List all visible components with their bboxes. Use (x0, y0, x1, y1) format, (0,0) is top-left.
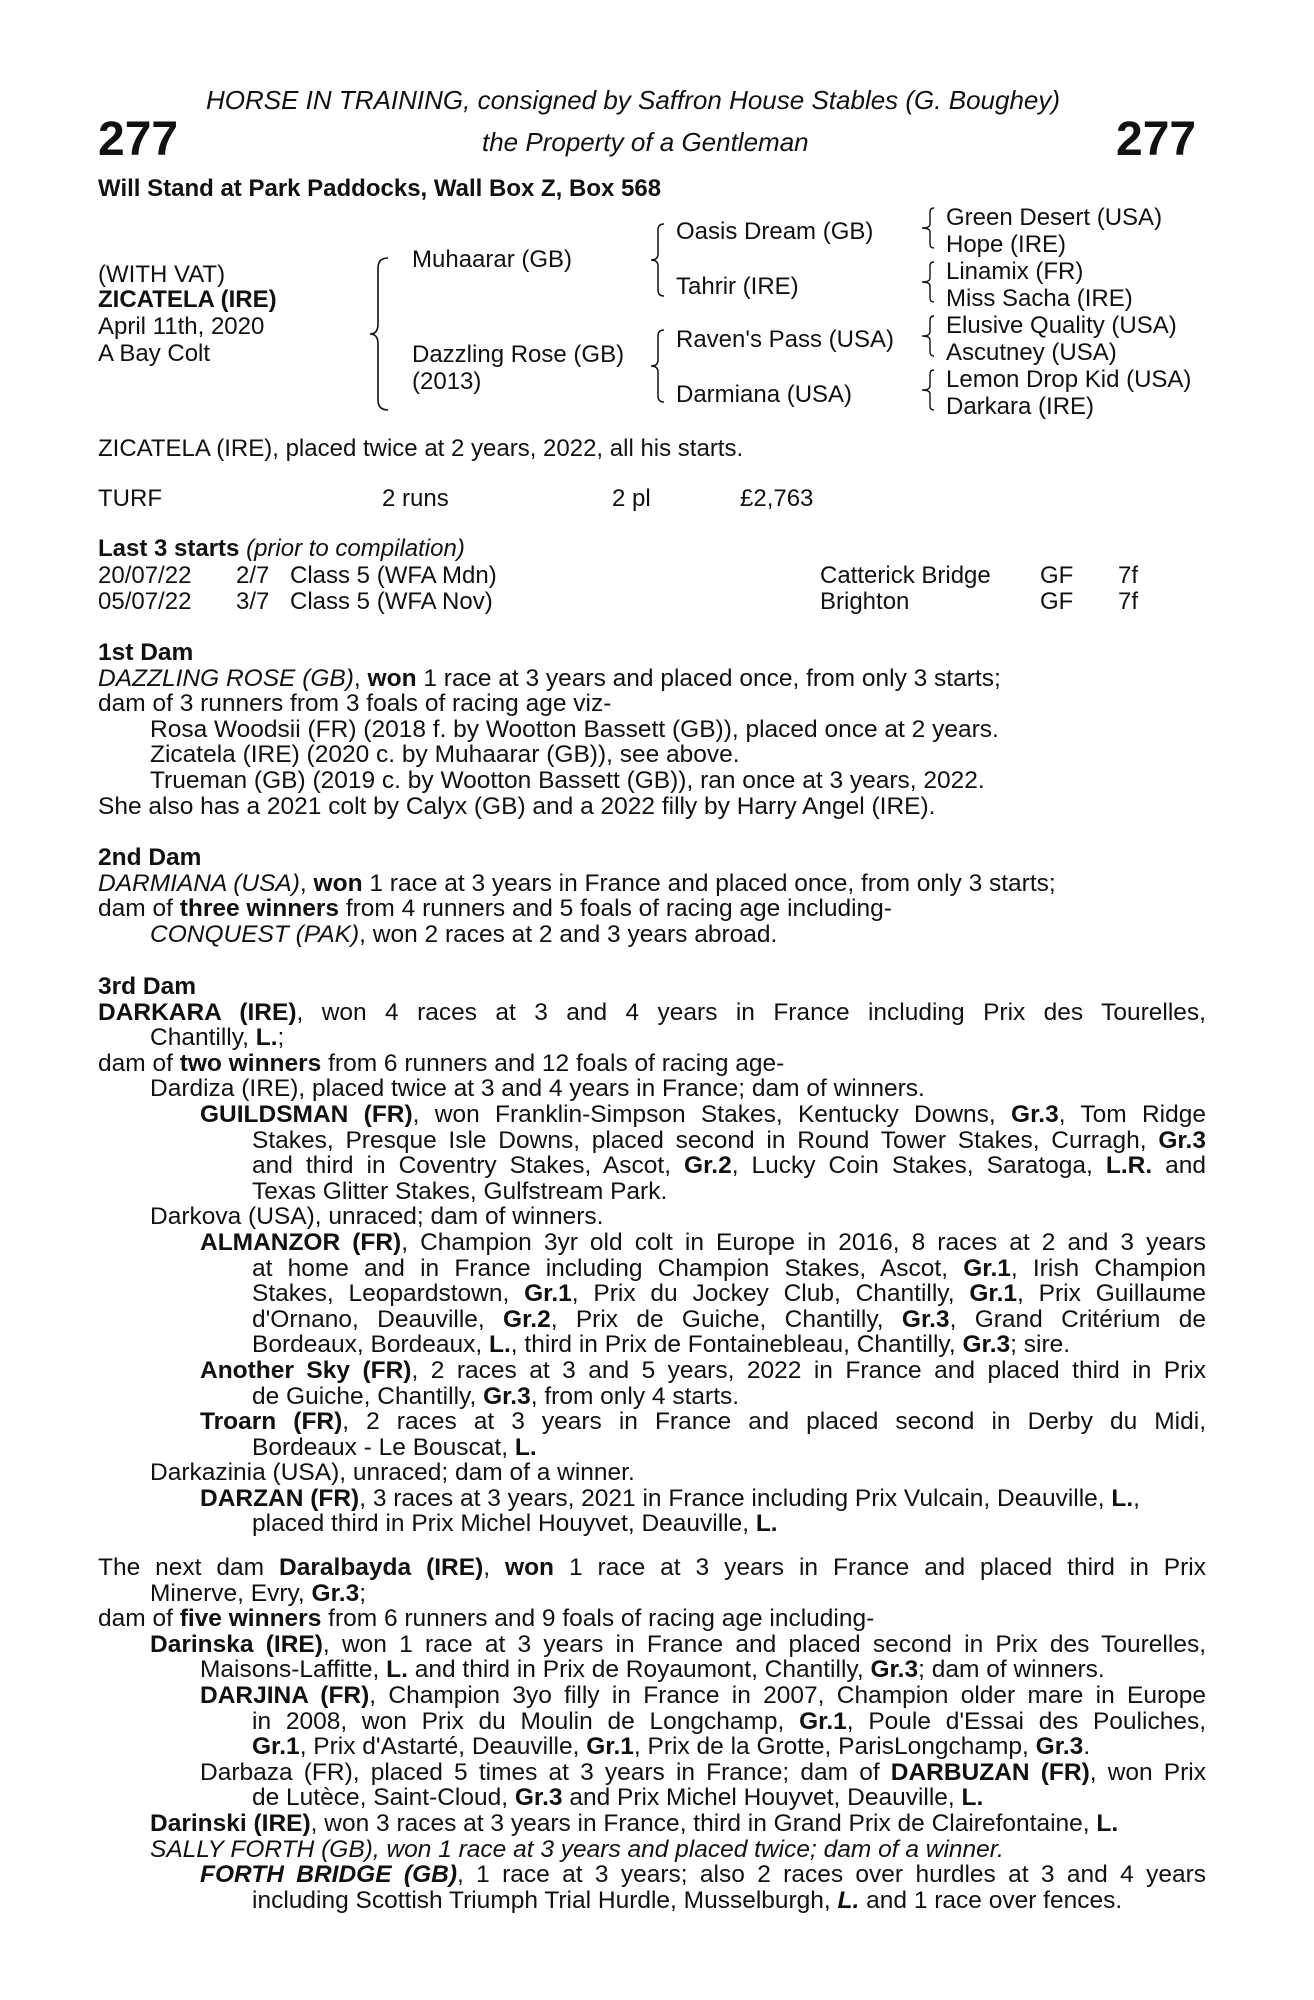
record-placed: 2 pl (612, 485, 651, 512)
start-row-course: Brighton (820, 588, 910, 615)
pedigree-g3-6: Ascutney (USA) (946, 339, 1117, 366)
pedigree-g3-4: Miss Sacha (IRE) (946, 285, 1133, 312)
third-dam-heading: 3rd Dam (98, 973, 197, 1000)
pedigree-g3-1: Green Desert (USA) (946, 204, 1163, 231)
summary-line: ZICATELA (IRE), placed twice at 2 years, 2022, all his starts. (98, 435, 744, 462)
horse-name: ZICATELA (IRE) (98, 286, 277, 313)
winner-guildsman-cont: and third in Coventry Stakes, Ascot, Gr.2, Lucky Coin Stakes, Saratoga, L.R. and (252, 1152, 1207, 1180)
daughter-darbaza: Darbaza (FR), placed 5 times at 3 years in France; dam of DARBUZAN (FR), won Prix (200, 1758, 1206, 1786)
pedigree-g3-5: Elusive Quality (USA) (946, 312, 1177, 339)
pedigree-sire-dam: Tahrir (IRE) (676, 273, 799, 300)
winner-forth-bridge-cont: including Scottish Triumph Trial Hurdle, Musselburgh, L. and 1 race over fences. (252, 1886, 1123, 1914)
pedigree-brace-main (368, 254, 398, 414)
third-dam-daughter: Dardiza (IRE), placed twice at 3 and 4 years in France; dam of winners. (150, 1075, 925, 1103)
winner-almanzor-cont: Bordeaux, Bordeaux, L., third in Prix de Fontainebleau, Chantilly, Gr.3; sire. (252, 1331, 1071, 1359)
start-row-going: GF (1040, 562, 1074, 589)
record-runs: 2 runs (382, 485, 449, 512)
winner-troarn: Troarn (FR), 2 races at 3 years in France and placed second in Derby du Midi, (200, 1408, 1206, 1436)
pedigree-g3-2: Hope (IRE) (946, 231, 1067, 258)
second-dam-offspring: CONQUEST (PAK), won 2 races at 2 and 3 years abroad. (150, 920, 778, 948)
first-dam-also: She also has a 2021 colt by Calyx (GB) and a 2022 filly by Harry Angel (IRE). (98, 792, 936, 820)
first-dam-section (98, 640, 1206, 819)
third-dam-production: dam of two winners from 6 runners and 12 foals of racing age- (98, 1049, 785, 1077)
record-surface: TURF (98, 485, 162, 512)
winner-troarn-cont: Bordeaux - Le Bouscat, L. (252, 1433, 537, 1461)
third-dam-daughter: Darkova (USA), unraced; dam of winners. (150, 1203, 604, 1231)
winner-darzan: DARZAN (FR), 3 races at 3 years, 2021 in France including Prix Vulcain, Deauville, L., (200, 1484, 1140, 1512)
pedigree-sire-sire: Oasis Dream (GB) (676, 218, 874, 245)
vat-label: (WITH VAT) (98, 261, 226, 288)
winner-almanzor-cont: at home and in France including Champion Stakes, Ascot, Gr.1, Irish Champion (252, 1254, 1206, 1282)
third-dam-record: DARKARA (IRE), won 4 races at 3 and 4 years in France including Prix des Tourelles, (98, 998, 1206, 1026)
pedigree-dam-dam: Darmiana (USA) (676, 381, 853, 408)
start-row-course: Catterick Bridge (820, 562, 991, 589)
pedigree-g3-3: Linamix (FR) (946, 258, 1084, 285)
daughter-darbaza-cont: de Lutèce, Saint-Cloud, Gr.3 and Prix Michel Houyvet, Deauville, L. (252, 1784, 984, 1812)
winner-another-sky: Another Sky (FR), 2 races at 3 and 5 years, 2022 in France and placed third in Prix (200, 1356, 1207, 1384)
second-dam-production: dam of three winners from 4 runners and 5 foals of racing age including- (98, 895, 892, 923)
property-line: the Property of a Gentleman (482, 127, 809, 157)
start-row-dist: 7f (1118, 588, 1139, 615)
winner-almanzor: ALMANZOR (FR), Champion 3yr old colt in Europe in 2016, 8 races at 2 and 3 years (200, 1228, 1206, 1256)
start-row-pos: 2/7 (236, 562, 270, 589)
winner-another-sky-cont: de Guiche, Chantilly, Gr.3, from only 4 starts. (252, 1382, 740, 1410)
winner-darinska: Darinska (IRE), won 1 race at 3 years in France and placed second in Prix des Tourelles, (150, 1630, 1207, 1658)
pedigree-brace-dam (648, 326, 670, 406)
start-row-going: GF (1040, 588, 1074, 615)
winner-darjina: DARJINA (FR), Champion 3yo filly in France in 2007, Champion older mare in Europe (200, 1681, 1207, 1709)
winner-guildsman-cont: Texas Glitter Stakes, Gulfstream Park. (252, 1177, 668, 1205)
pedigree-braces-g3 (918, 204, 938, 424)
next-dam-section (98, 1555, 1206, 1913)
winner-guildsman: GUILDSMAN (FR), won Franklin-Simpson Stakes, Kentucky Downs, Gr.3, Tom Ridge (200, 1100, 1206, 1128)
pedigree-brace-sire (648, 220, 670, 300)
start-row-dist: 7f (1118, 562, 1139, 589)
third-dam-section (98, 974, 1206, 1537)
stand-line: Will Stand at Park Paddocks, Wall Box Z, Box 568 (98, 175, 662, 202)
next-dam-record-cont: Minerve, Evry, Gr.3; (150, 1579, 367, 1607)
pedigree-g3-7: Lemon Drop Kid (USA) (946, 366, 1192, 393)
start-row-race: Class 5 (WFA Nov) (290, 588, 493, 615)
consignor-line: HORSE IN TRAINING, consigned by Saffron House Stables (G. Boughey) (206, 85, 1061, 115)
pedigree-dam-sire: Raven's Pass (USA) (676, 326, 894, 353)
record-earnings: £2,763 (740, 485, 814, 512)
start-row-date: 20/07/22 (98, 562, 192, 589)
pedigree-dam: Dazzling Rose (GB) (412, 341, 625, 368)
first-dam-offspring: Trueman (GB) (2019 c. by Wootton Bassett (GB)), ran once at 3 years, 2022. (150, 766, 985, 794)
second-dam-heading: 2nd Dam (98, 844, 202, 871)
first-dam-record: DAZZLING ROSE (GB), won 1 race at 3 years and placed once, from only 3 starts; (98, 664, 1001, 692)
horse-description: A Bay Colt (98, 340, 211, 367)
second-dam-record: DARMIANA (USA), won 1 race at 3 years in France and placed once, from only 3 starts; (98, 869, 1056, 897)
winner-forth-bridge: FORTH BRIDGE (GB), 1 race at 3 years; also 2 races over hurdles at 3 and 4 years (200, 1861, 1206, 1889)
next-dam-production: dam of five winners from 6 runners and 9 foals of racing age including- (98, 1605, 875, 1633)
lot-number-right: 277 (1116, 113, 1197, 166)
winner-almanzor-cont: Stakes, Leopardstown, Gr.1, Prix du Jockey Club, Chantilly, Gr.1, Prix Guillaume (252, 1280, 1206, 1308)
winner-almanzor-cont: d'Ornano, Deauville, Gr.2, Prix de Guiche, Chantilly, Gr.3, Grand Critérium de (252, 1305, 1207, 1333)
second-dam-section (98, 845, 1206, 947)
pedigree-g3-8: Darkara (IRE) (946, 393, 1095, 420)
first-dam-production: dam of 3 runners from 3 foals of racing age viz- (98, 690, 612, 718)
winner-darinska-cont: Maisons-Laffitte, L. and third in Prix de Royaumont, Chantilly, Gr.3; dam of winners. (200, 1656, 1105, 1684)
first-dam-heading: 1st Dam (98, 639, 194, 666)
last-starts-heading: Last 3 starts (prior to compilation) (98, 535, 465, 562)
winner-darjina-cont: Gr.1, Prix d'Astarté, Deauville, Gr.1, Prix de la Grotte, ParisLongchamp, Gr.3. (252, 1733, 1091, 1761)
start-row-race: Class 5 (WFA Mdn) (290, 562, 497, 589)
pedigree-sire: Muhaarar (GB) (412, 246, 573, 273)
third-dam-daughter: Darkazinia (USA), unraced; dam of a winner. (150, 1459, 635, 1487)
pedigree-dam-year: (2013) (412, 368, 482, 395)
lot-number-left: 277 (98, 113, 179, 166)
first-dam-offspring: Zicatela (IRE) (2020 c. by Muhaarar (GB)), see above. (150, 741, 740, 769)
third-dam-record-cont: Chantilly, L.; (150, 1024, 285, 1052)
start-row-date: 05/07/22 (98, 588, 192, 615)
winner-darjina-cont: in 2008, won Prix du Moulin de Longchamp, Gr.1, Poule d'Essai des Pouliches, (252, 1707, 1207, 1735)
horse-dob: April 11th, 2020 (98, 313, 265, 340)
next-dam-record: The next dam Daralbayda (IRE), won 1 race at 3 years in France and placed third in Prix (98, 1554, 1207, 1581)
winner-darinski: Darinski (IRE), won 3 races at 3 years in France, third in Grand Prix de Clairefontaine, L. (150, 1809, 1119, 1837)
daughter-sally-forth: SALLY FORTH (GB), won 1 race at 3 years and placed twice; dam of a winner. (150, 1835, 1004, 1863)
start-row-pos: 3/7 (236, 588, 270, 615)
winner-guildsman-cont: Stakes, Presque Isle Downs, placed second in Round Tower Stakes, Curragh, Gr.3 (252, 1126, 1206, 1154)
first-dam-offspring: Rosa Woodsii (FR) (2018 f. by Wootton Bassett (GB)), placed once at 2 years. (150, 715, 999, 743)
winner-darzan-cont: placed third in Prix Michel Houyvet, Deauville, L. (252, 1510, 778, 1538)
